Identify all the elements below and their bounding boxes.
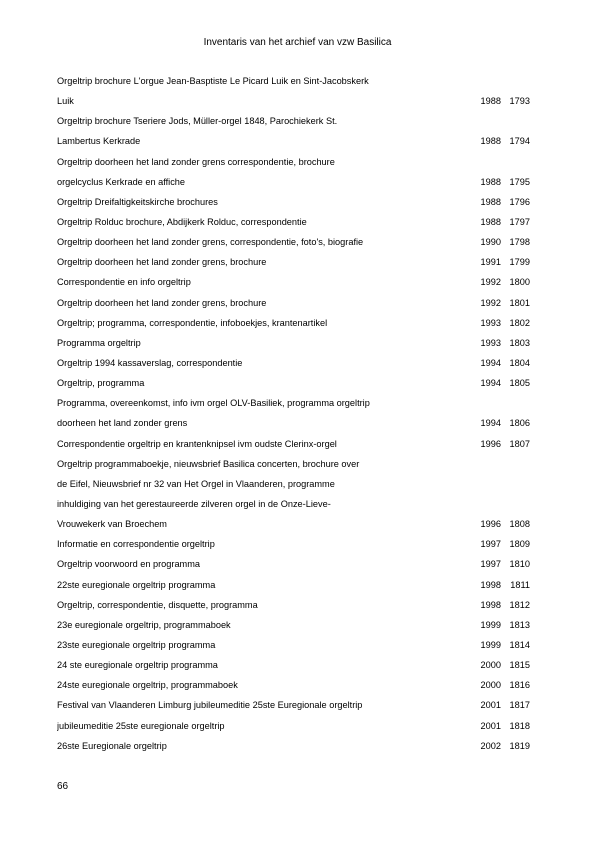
row-inventory-number [501, 111, 530, 131]
inventory-row [57, 333, 530, 353]
row-description: doorheen het land zonder grens [57, 418, 188, 429]
row-year: 1988 [480, 176, 501, 187]
row-year: 1997 [480, 559, 501, 570]
row-inventory-number [501, 474, 530, 494]
row-description: 26ste Euregionale orgeltrip [57, 740, 167, 751]
row-description: Orgeltrip brochure Tseriere Jods, Müller-orgel 1848, Parochiekerk St. [57, 116, 338, 127]
inventory-row [57, 413, 530, 433]
row-inventory-number: 1814 [509, 639, 530, 650]
row-year: 1999 [480, 619, 501, 630]
inventory-row [57, 655, 530, 675]
row-description: Orgeltrip Dreifaltigkeitskirche brochures [57, 196, 218, 207]
row-description: Lambertus Kerkrade [57, 136, 141, 147]
row-description: Orgeltrip voorwoord en programma [57, 559, 200, 570]
row-inventory-number: 1802 [509, 317, 530, 328]
inventory-row [57, 474, 530, 494]
row-year: 1994 [480, 418, 501, 429]
row-inventory-number: 1815 [509, 660, 530, 671]
inventory-row [57, 373, 530, 393]
row-description: de Eifel, Nieuwsbrief nr 32 van Het Orgel in Vlaanderen, programme [57, 478, 335, 489]
inventory-row [57, 454, 530, 474]
row-description: 24 ste euregionale orgeltrip programma [57, 660, 218, 671]
row-year: 1993 [480, 317, 501, 328]
row-inventory-number: 1800 [509, 277, 530, 288]
row-year [466, 152, 501, 172]
row-year: 1992 [480, 297, 501, 308]
inventory-row [57, 393, 530, 413]
inventory-row [57, 554, 530, 574]
row-year: 2002 [480, 740, 501, 751]
inventory-row [57, 494, 530, 514]
inventory-row [57, 293, 530, 313]
row-description: Correspondentie en info orgeltrip [57, 277, 191, 288]
row-description: Orgeltrip, programma [57, 378, 145, 389]
inventory-row [57, 575, 530, 595]
inventory-row [57, 152, 530, 172]
inventory-row [57, 434, 530, 454]
row-inventory-number [501, 393, 530, 413]
row-description: Informatie en correspondentie orgeltrip [57, 539, 215, 550]
inventory-row [57, 272, 530, 292]
row-description: inhuldiging van het gerestaureerde zilveren orgel in de Onze-Lieve- [57, 498, 331, 509]
row-year: 1996 [480, 438, 501, 449]
page-header: Inventaris van het archief van vzw Basilica [203, 37, 392, 48]
row-description: Orgeltrip programmaboekje, nieuwsbrief Basilica concerten, brochure over [57, 458, 360, 469]
row-description: Programma orgeltrip [57, 337, 141, 348]
inventory-row [57, 675, 530, 695]
row-year: 1988 [480, 136, 501, 147]
row-inventory-number: 1809 [509, 539, 530, 550]
row-inventory-number: 1803 [509, 337, 530, 348]
row-inventory-number: 1804 [509, 357, 530, 368]
row-description: jubileumeditie 25ste euregionale orgeltrip [57, 720, 225, 731]
inventory-row [57, 736, 530, 756]
row-description: 23ste euregionale orgeltrip programma [57, 639, 216, 650]
row-year: 1988 [480, 96, 501, 107]
row-inventory-number: 1818 [509, 720, 530, 731]
row-year: 1997 [480, 539, 501, 550]
row-year: 1999 [480, 639, 501, 650]
row-year [466, 111, 501, 131]
row-inventory-number: 1801 [509, 297, 530, 308]
row-year [466, 71, 501, 91]
row-inventory-number: 1811 [510, 579, 530, 590]
row-year: 1992 [480, 277, 501, 288]
inventory-row [57, 313, 530, 333]
row-year [466, 494, 501, 514]
row-year: 1991 [480, 257, 501, 268]
row-description: orgelcyclus Kerkrade en affiche [57, 176, 186, 187]
row-year: 1990 [480, 237, 501, 248]
row-description: 23e euregionale orgeltrip, programmaboek [57, 619, 231, 630]
row-description: Orgeltrip doorheen het land zonder grens, brochure [57, 297, 267, 308]
row-inventory-number: 1808 [509, 519, 530, 530]
row-inventory-number: 1806 [509, 418, 530, 429]
inventory-row [57, 353, 530, 373]
row-year: 1993 [480, 337, 501, 348]
row-description: Orgeltrip; programma, correspondentie, infoboekjes, krantenartikel [57, 317, 328, 328]
row-description: Orgeltrip doorheen het land zonder grens correspondentie, brochure [57, 156, 335, 167]
row-inventory-number: 1810 [509, 559, 530, 570]
row-description: Festival van Vlaanderen Limburg jubileumeditie 25ste Euregionale orgeltrip [57, 700, 363, 711]
row-description: Orgeltrip doorheen het land zonder grens, correspondentie, foto's, biografie [57, 237, 364, 248]
row-year: 2000 [480, 660, 501, 671]
row-year: 2001 [480, 700, 501, 711]
row-description: Orgeltrip 1994 kassaverslag, correspondentie [57, 357, 243, 368]
row-inventory-number: 1817 [509, 700, 530, 711]
row-inventory-number: 1798 [509, 237, 530, 248]
inventory-row [57, 192, 530, 212]
row-inventory-number: 1813 [509, 619, 530, 630]
row-description: Orgeltrip Rolduc brochure, Abdijkerk Rolduc, correspondentie [57, 216, 307, 227]
inventory-row [57, 131, 530, 151]
inventory-row [57, 71, 530, 91]
inventory-row [57, 111, 530, 131]
row-description: Luik [57, 96, 74, 107]
inventory-row [57, 615, 530, 635]
row-inventory-number: 1795 [509, 176, 530, 187]
page-number: 66 [57, 781, 69, 792]
row-description: Vrouwekerk van Broechem [57, 519, 167, 530]
row-inventory-number [501, 152, 530, 172]
row-inventory-number: 1797 [509, 216, 530, 227]
row-description: Correspondentie orgeltrip en krantenknipsel ivm oudste Clerinx-orgel [57, 438, 337, 449]
inventory-row [57, 635, 530, 655]
row-inventory-number [501, 494, 530, 514]
row-year: 1988 [480, 216, 501, 227]
row-description: 22ste euregionale orgeltrip programma [57, 579, 216, 590]
row-description: Orgeltrip doorheen het land zonder grens, brochure [57, 257, 267, 268]
row-inventory-number: 1793 [509, 96, 530, 107]
row-year: 2000 [480, 680, 501, 691]
inventory-row [57, 534, 530, 554]
row-year [466, 393, 501, 413]
inventory-list [57, 71, 530, 756]
row-description: 24ste euregionale orgeltrip, programmaboek [57, 680, 238, 691]
inventory-row [57, 232, 530, 252]
row-inventory-number: 1812 [509, 599, 530, 610]
row-inventory-number: 1816 [509, 680, 530, 691]
row-year: 2001 [480, 720, 501, 731]
inventory-row [57, 212, 530, 232]
row-year: 1996 [480, 519, 501, 530]
row-year: 1998 [480, 599, 501, 610]
inventory-row [57, 172, 530, 192]
row-year: 1994 [480, 357, 501, 368]
row-inventory-number: 1805 [509, 378, 530, 389]
row-year: 1994 [480, 378, 501, 389]
row-year: 1988 [480, 196, 501, 207]
row-inventory-number: 1796 [509, 196, 530, 207]
row-description: Programma, overeenkomst, info ivm orgel OLV-Basiliek, programma orgeltrip [57, 398, 370, 409]
row-description: Orgeltrip, correspondentie, disquette, programma [57, 599, 258, 610]
inventory-row [57, 252, 530, 272]
inventory-row [57, 514, 530, 534]
row-description: Orgeltrip brochure L'orgue Jean-Basptiste Le Picard Luik en Sint-Jacobskerk [57, 76, 369, 86]
row-inventory-number: 1807 [509, 438, 530, 449]
row-inventory-number [501, 71, 530, 91]
inventory-row [57, 716, 530, 736]
row-year: 1998 [480, 579, 501, 590]
inventory-row [57, 91, 530, 111]
row-inventory-number: 1794 [509, 136, 530, 147]
row-inventory-number: 1799 [509, 257, 530, 268]
row-year [466, 454, 501, 474]
row-year [466, 474, 501, 494]
row-inventory-number: 1819 [509, 740, 530, 751]
inventory-row [57, 595, 530, 615]
row-inventory-number [501, 454, 530, 474]
inventory-row [57, 695, 530, 715]
